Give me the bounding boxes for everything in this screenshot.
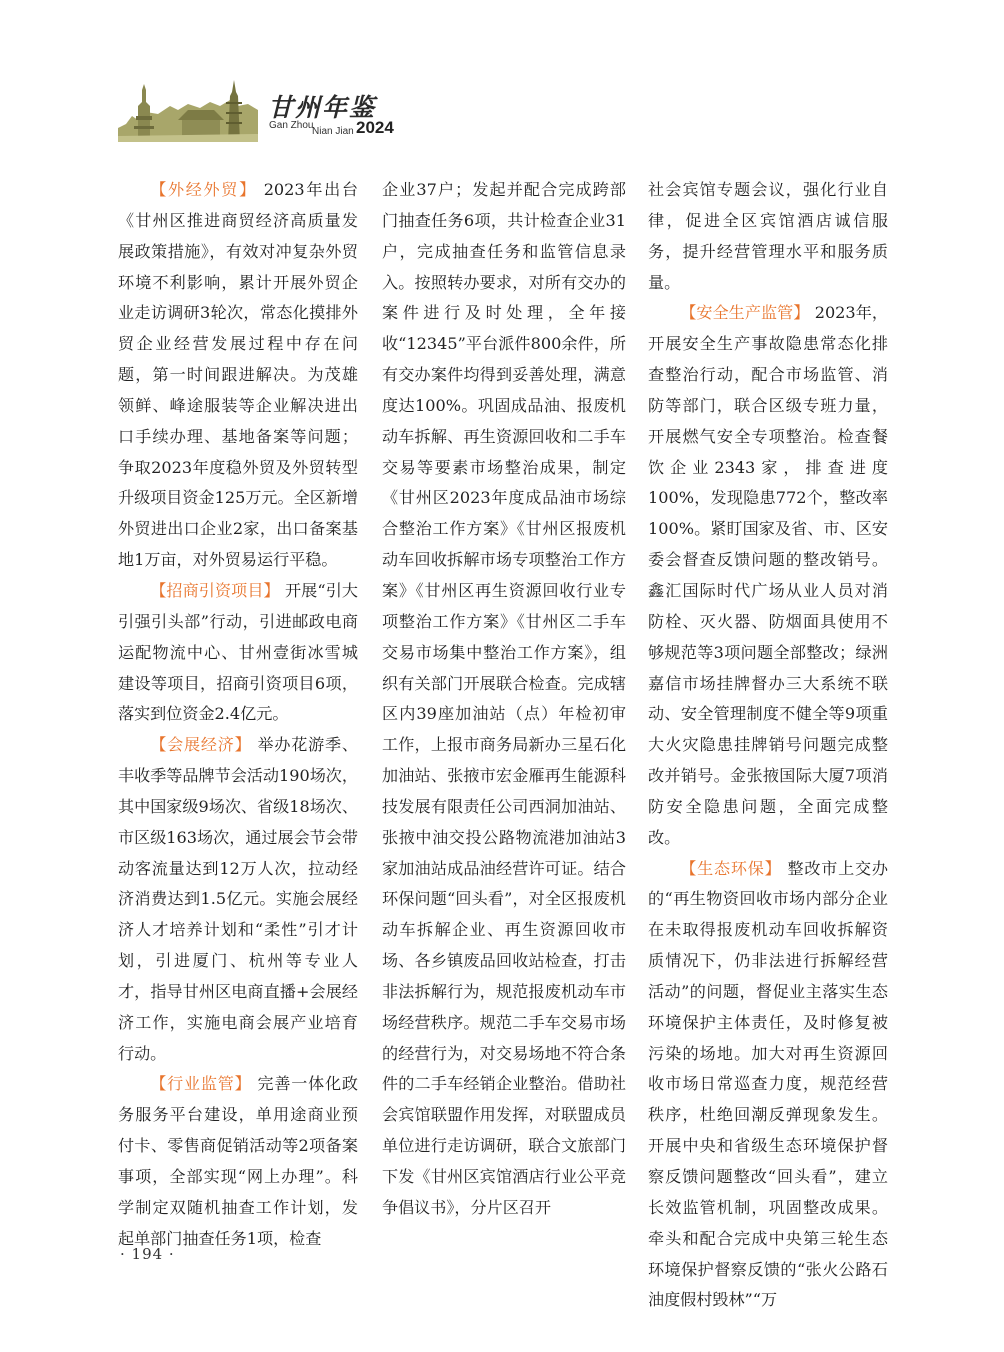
- column-middle: [382, 175, 626, 1224]
- paragraph-zhaoshang: [118, 576, 358, 730]
- paragraph-hangye-continued: 企业37户；发起并配合完成跨部门抽查任务6项，共计检查企业31户，完成抽查任务和监管信息录入。按照转办要求，对所有交办的案件进行及时处理，全年接收“12345”平台派件800余件，所有交办案件均得到妥善处理，满意度达100%。巩固成品油、报废机动车拆解、再生资源回收和二手车交易等要素市场整治成果，制定《甘州区2023年度成品油市场综合整治工作方案》《甘州区报废机动车回收拆解市场专项整治工作方案》《甘州区再生资源回收行业专项整治工作方案》《甘州区二手车交易市场集中整治工作方案》，组织有关部门开展联合检查。完成辖区内39座加油站（点）年检初审工作，上报市商务局新办三星石化加油站、张掖市宏金雁再生能源科技发展有限责任公司西洞加油站、张掖中油交投公路物流港加油站3家加油站成品油经营许可证。结合环保问题“回头看”，对全区报废机动车拆解企业、再生资源回收市场、各乡镇废品回收站检查，打击非法拆解行为，规范报废机动车市场经营秩序。规范二手车交易市场的经营行为，对交易场地不符合条件的二手车经销企业整治。借助社会宾馆联盟作用发挥，对联盟成员单位进行走访调研，联合文旅部门下发《甘州区宾馆酒店行业公平竞争倡议书》，分片区召开: [382, 180, 626, 1217]
- paragraph-huizhan: [118, 730, 358, 1069]
- paragraph-text: 2023年出台《甘州区推进商贸经济高质量发展政策措施》，有效对冲复杂外贸环境不利影响，累计开展外贸企业走访调研3轮次，常态化摸排外贸企业经营发展过程中存在问题，第一时间跟进解决。为茂雄领鲜、峰途服装等企业解决进出口手续办理、基地备案等问题；争取2023年度稳外贸及外贸转型升级项目资金125万元。全区新增外贸进出口企业2家，出口备案基地1万亩，对外贸易运行平稳。: [118, 180, 358, 570]
- page-header: [118, 70, 418, 146]
- logo-pinyin-ganzhou: Gan Zhou: [269, 120, 314, 131]
- section-tag: 【行业监管】: [150, 1074, 252, 1094]
- logo-pinyin-nianjian: Nian Jian: [312, 126, 354, 137]
- column-left: [118, 175, 358, 1255]
- paragraph-hangye: [118, 1069, 358, 1254]
- section-tag: 【安全生产监管】: [680, 303, 810, 323]
- paragraph-shengtai: [648, 854, 888, 1317]
- section-tag: 【生态环保】: [680, 858, 782, 878]
- paragraph-text: 举办花游季、丰收季等品牌节会活动190场次，其中国家级9场次、省级18场次、市区级163场次，通过展会节会带动客流量达到12万人次，拉动经济消费达到1.5亿元。实施会展经济人才培养计划和“柔性”引才计划，引进厦门、杭州等专业人才，指导甘州区电商直播+会展经济工作，实施电商会展产业培育行动。: [118, 735, 358, 1063]
- paragraph-hangye-end: 社会宾馆专题会议，强化行业自律，促进全区宾馆酒店诚信服务，提升经营管理水平和服务质量。: [648, 180, 888, 292]
- section-tag: 【外经外贸】: [150, 180, 257, 199]
- landmark-illustration: [118, 76, 258, 142]
- page-number: · 194 ·: [120, 1245, 175, 1263]
- section-tag: 【会展经济】: [150, 735, 252, 755]
- paragraph-text: 完善一体化政务服务平台建设，单用途商业预付卡、零售商促销活动等2项备案事项，全部实现“网上办理”。科学制定双随机抽查工作计划，发起单部门抽查任务1项，检查: [118, 1074, 358, 1248]
- yearbook-year: 2024: [356, 118, 394, 137]
- section-tag: 【招商引资项目】: [150, 580, 280, 600]
- paragraph-anquan: [648, 298, 888, 853]
- paragraph-text: 开展“引大引强引头部”行动，引进邮政电商运配物流中心、甘州壹街冰雪城建设等项目，招商引资项目6项，落实到位资金2.4亿元。: [118, 580, 358, 724]
- yearbook-logo: 甘州年鉴: [268, 93, 377, 122]
- paragraph-waijing: [118, 175, 358, 576]
- column-right: [648, 175, 888, 1316]
- paragraph-text: 整改市上交办的“再生物资回收市场内部分企业在未取得报废机动车回收拆解资质情况下，仍非法进行拆解经营活动”的问题，督促业主落实生态环境保护主体责任，及时修复被污染的场地。加大对再生资源回收市场日常巡查力度，规范经营秩序，杜绝回潮反弹现象发生。开展中央和省级生态环境保护督察反馈问题整改“回头看”，建立长效监管机制，巩固整改成果。牵头和配合完成中央第三轮生态环境保护督察反馈的“张火公路石油度假村毁林”“万: [648, 858, 888, 1310]
- paragraph-text: 2023年，开展安全生产事故隐患常态化排查整治行动，配合市场监管、消防等部门，联合区级专班力量，开展燃气安全专项整治。检查餐饮企业2343家，排查进度100%，发现隐患772个，整改率100%。紧盯国家及省、市、区安委会督查反馈问题的整改销号。鑫汇国际时代广场从业人员对消防栓、灭火器、防烟面具使用不够规范等3项问题全部整改；绿洲嘉信市场挂牌督办三大系统不联动、安全管理制度不健全等9项重大火灾隐患挂牌销号问题完成整改并销号。金张掖国际大厦7项消防安全隐患问题，全面完成整改。: [648, 303, 888, 847]
